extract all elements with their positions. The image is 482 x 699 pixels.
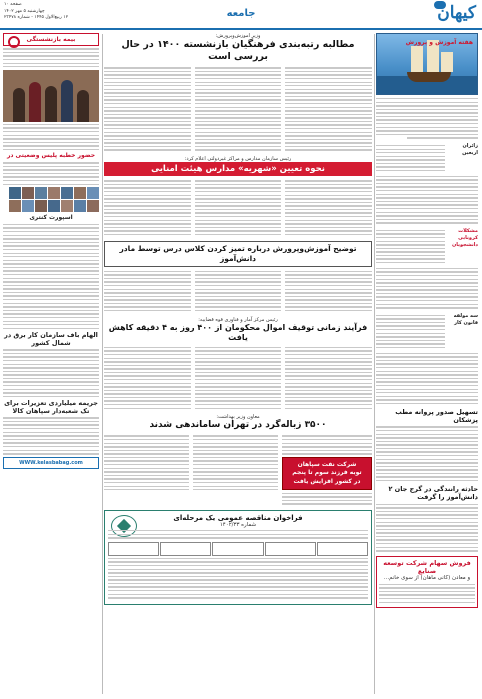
article-text: [376, 353, 478, 404]
article-kicker: معاون وزیر بهداشت:: [216, 414, 260, 421]
ad-line-1: شرکت نفت سپاهان: [297, 460, 357, 468]
article-headline: اسپورت کنتری: [29, 214, 73, 222]
article-text: [376, 98, 478, 139]
ship-illustration: [376, 33, 478, 95]
article-text: [376, 504, 478, 552]
page-number: صفحه ۱۰: [4, 2, 22, 7]
article-text: [376, 426, 478, 481]
article-text: [3, 417, 99, 454]
news-photo: [3, 70, 99, 122]
main-column: [104, 33, 372, 695]
website-footer-ad[interactable]: [3, 457, 99, 469]
section-title: جامعه: [226, 8, 256, 19]
article-text: [3, 162, 99, 185]
person-figure: [77, 90, 89, 122]
article-headline[interactable]: ۳۵۰۰ زباله‌گرد در تهران ساماندهی شدند: [149, 420, 327, 431]
article-body: [104, 178, 372, 237]
column-divider: [374, 34, 375, 694]
ad-logo-icon: [8, 36, 20, 48]
article-text: [3, 124, 99, 150]
newspaper-logo[interactable]: کیهان: [437, 3, 476, 23]
ad-line-3: در کشور افزایش یافت: [293, 477, 361, 485]
article-kicker: وزیر آموزش‌وپرورش:: [215, 33, 261, 39]
person-figure: [45, 86, 57, 122]
article-box: [104, 241, 372, 267]
article-headline[interactable]: توضیح آموزش‌وپرورش درباره تمیز کردن کلاس درس توسط مادر دانش‌آموز: [119, 243, 357, 263]
tender-subtitle: شماره ۱۴۰۲/۳۳: [219, 521, 257, 528]
tender-advertisement[interactable]: [104, 510, 372, 605]
article-headline: جریمه میلیاردی تعزیرات برای تک شعبه‌دار سپاهان کالا: [4, 399, 98, 415]
article-kicker: رئیس مرکز آمار و فناوری قوه قضاییه:: [198, 316, 278, 323]
ship-hull: [407, 72, 451, 82]
column-divider: [102, 34, 103, 694]
side-article-label: مشکلات کرونایی دانشجویان: [451, 227, 478, 248]
article-headline: الهام باف سازمان کار برق در شمال کشور: [4, 331, 98, 347]
red-advertisement[interactable]: [282, 457, 372, 491]
notice-line-2: و معادن (کانی ماهان) از سوی خانم...: [383, 574, 471, 581]
article-text: [3, 349, 99, 397]
article-headline[interactable]: فرآیند زمانی توقیف اموال محکومان از ۴۰۰ روز به ۴ دقیقه کاهش یافت: [108, 322, 368, 342]
tender-table: [108, 542, 368, 556]
ad-top-text: بیمه بازنشستگی: [26, 36, 76, 43]
article-kicker: رئیس سازمان مدارس و مراکز غیردولتی اعلام کرد:: [184, 156, 292, 163]
side-article: [376, 228, 478, 266]
article-text: [3, 224, 99, 329]
tender-title: فراخوان مناقصه عمومی یک مرحله‌ای: [173, 513, 303, 522]
article-body: [104, 269, 372, 314]
article-body: [104, 433, 372, 507]
person-figure: [29, 82, 41, 122]
photo-grid: [3, 187, 99, 212]
ship-caption: هفته آموزش و پرورش: [405, 39, 473, 46]
page-header: [0, 0, 482, 30]
sail-icon: [441, 52, 453, 72]
person-figure: [61, 80, 73, 122]
article-text: [376, 268, 478, 309]
side-article-label: زائران اربعین: [462, 142, 478, 156]
article-body: [104, 345, 372, 412]
person-figure: [13, 88, 25, 122]
article-headline: حادثه رانندگی در گرج جان ۲ دانش‌آموز را گرفت: [388, 485, 478, 502]
article-body: [104, 65, 372, 153]
issue-meta: [4, 2, 114, 22]
left-column: [3, 33, 99, 695]
side-article: [376, 143, 478, 174]
right-column: [376, 33, 478, 695]
side-article: [376, 313, 478, 351]
ad-line-2: توبه فرزند سوم تا پنجم: [292, 469, 362, 477]
date-line-1: چهارشنبه ۵ مهر ۱۴۰۲: [4, 8, 45, 14]
notice-line-1: فروش سهام شرکت توسعه صنایع: [383, 558, 471, 575]
article-headline: حضور خطبه پلیس وضعیتی در: [6, 152, 96, 160]
notice-box: [376, 556, 478, 609]
side-article-label: سه مولفه قانون کار: [453, 312, 478, 326]
article-text: [3, 48, 99, 67]
article-text: [376, 176, 478, 224]
top-advertisement[interactable]: [3, 33, 99, 46]
main-headline[interactable]: مطالبه رتبه‌بندی فرهنگیان بازنشسته ۱۴۰۰ در حال بررسی است: [121, 39, 355, 62]
website-link[interactable]: WWW.kelasbabag.com: [19, 459, 83, 466]
sail-icon: [411, 46, 423, 72]
date-line-2: ۱۲ ربیع‌الاول ۱۴۴۵ - شماره ۲۳۴۷۸: [4, 15, 69, 20]
article-headline: تسهیل صدور پروانه مطب پزشکان: [395, 408, 478, 425]
red-headline-banner[interactable]: نحوه تعیین «شهریه» مدارس هیئت امنایی: [104, 162, 372, 176]
